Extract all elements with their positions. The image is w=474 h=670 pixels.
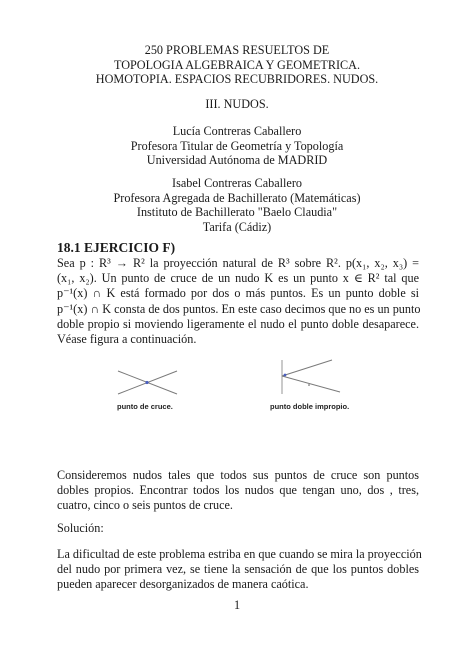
- difficulty-line: La dificultad de este problema estriba en que cuando se mira la proyección: [57, 547, 422, 561]
- strand-line: [282, 376, 340, 392]
- intro-line: p⁻¹(x) ∩ K está formado por dos o más puntos. Es un punto doble si: [57, 286, 419, 301]
- intro-line: doble propio si moviendo ligeramente el nudo el punto doble desaparece.: [57, 316, 419, 331]
- author1-position: Profesora Titular de Geometría y Topología: [130, 138, 344, 153]
- difficulty-line: pueden aparecer desorganizados de manera caótica.: [57, 577, 309, 592]
- title-line-2: TOPOLOGIA ALGEBRAICA Y GEOMETRICA.: [113, 57, 360, 72]
- solution-heading: Solución:: [57, 521, 104, 535]
- intro-line: Véase figura a continuación.: [57, 332, 197, 347]
- author1-name: Lucía Contreras Caballero: [172, 124, 302, 138]
- crossing-point-diagram: [115, 366, 185, 398]
- intro-paragraph: [57, 256, 419, 347]
- double-point-marker: [284, 374, 287, 377]
- figure-caption-left: punto de cruce.: [117, 402, 173, 411]
- intro-line: p⁻¹(x) ∩ K consta de dos puntos. En este caso decimos que no es un punto: [57, 301, 421, 316]
- title-line-3: HOMOTOPIA. ESPACIOS RECUBRIDORES. NUDOS.: [95, 72, 379, 87]
- page-number: 1: [233, 598, 241, 612]
- section-heading: 18.1 EJERCICIO F): [57, 240, 176, 255]
- problem-line: dobles propios. Encontrar todos los nudos que tengan uno, dos , tres,: [57, 483, 419, 498]
- crossing-point-marker: [145, 381, 148, 384]
- figure-caption-right: punto doble impropio.: [270, 402, 350, 411]
- author2-institution: Instituto de Bachillerato "Baelo Claudia": [136, 205, 338, 220]
- difficulty-paragraph: [57, 547, 422, 593]
- author2-city: Tarifa (Cádiz): [202, 219, 272, 234]
- strand-line: [282, 360, 332, 376]
- author2-position: Profesora Agregada de Bachillerato (Matemáticas): [113, 190, 361, 205]
- author2-name: Isabel Contreras Caballero: [172, 176, 302, 190]
- intro-line: Sea p : R³ → R² la proyección natural de R³ sobre R². p(x₁, x₂, x₃) =: [57, 256, 419, 270]
- title-line-1: 250 PROBLEMAS RESUELTOS DE: [144, 43, 330, 57]
- chapter-title: III. NUDOS.: [205, 97, 269, 111]
- author1-institution: Universidad Autónoma de MADRID: [146, 153, 328, 168]
- difficulty-line: del nudo por primera vez, se tiene la sensación de que los puntos dobles: [57, 562, 419, 577]
- small-dot: [308, 384, 310, 386]
- problem-paragraph: [57, 468, 419, 514]
- figure: [0, 358, 474, 418]
- intro-line: (x₁, x₂). Un punto de cruce de un nudo K es un punto x ∈ R² tal que: [57, 271, 419, 286]
- improper-double-point-diagram: [280, 358, 360, 398]
- problem-line: cuatro, cinco o seis puntos de cruce.: [57, 498, 233, 513]
- problem-line: Consideremos nudos tales que todos sus puntos de cruce son puntos: [57, 468, 419, 482]
- solution-label: [57, 521, 419, 536]
- author-block-2: [0, 176, 474, 234]
- author-block-1: [0, 124, 474, 168]
- book-title: [0, 43, 474, 87]
